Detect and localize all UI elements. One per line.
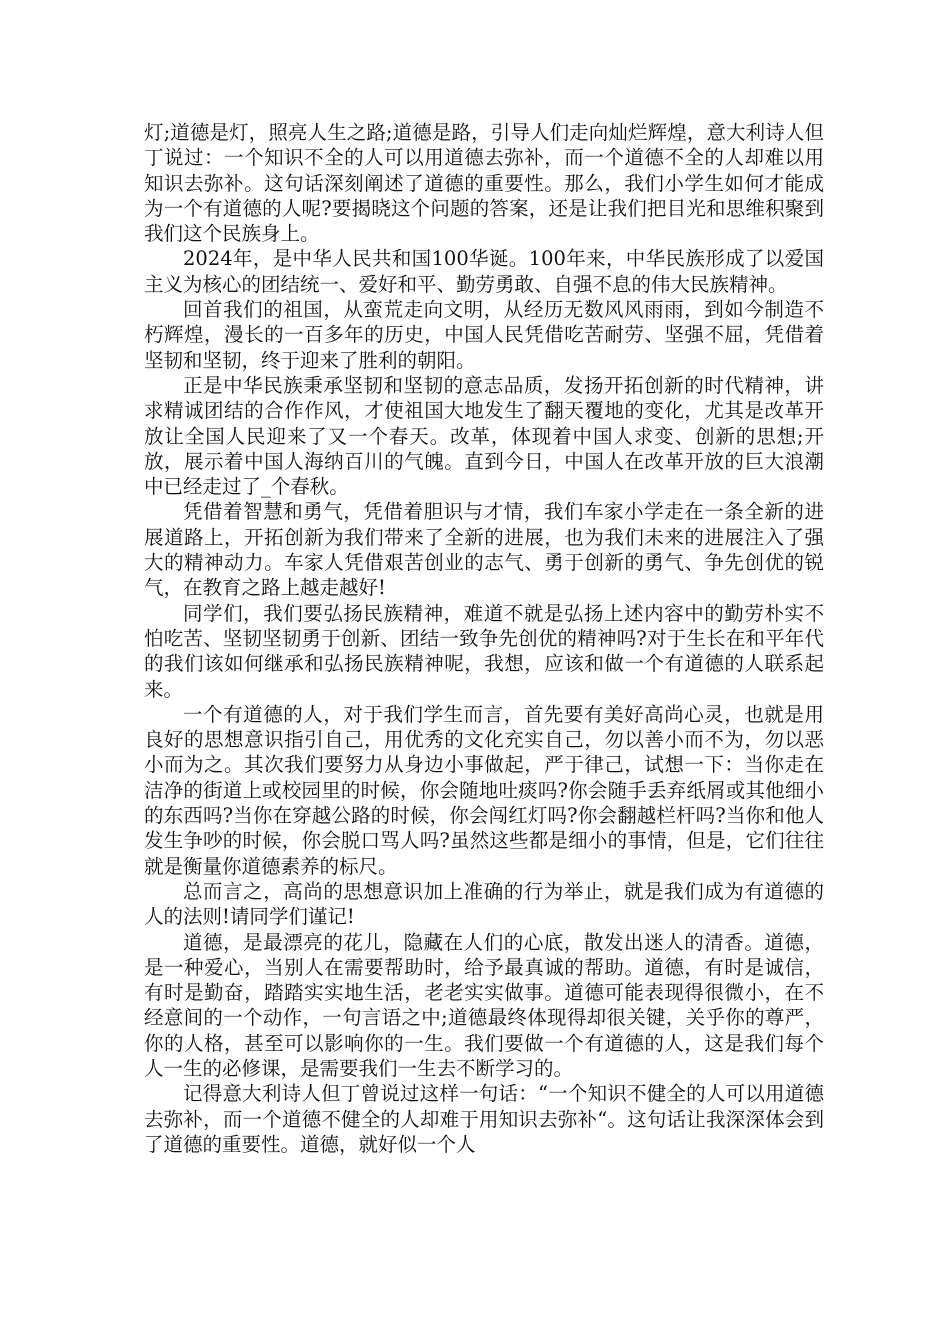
- paragraph-5: 凭借着智慧和勇气，凭借着胆识与才情，我们车家小学走在一条全新的进展道路上，开拓创新为我们带来了全新的进展，也为我们未来的进展注入了强大的精神动力。车家人凭借艰苦创业的志气、勇于创新的勇气、争先创优的锐气，在教育之路上越走越好!: [144, 500, 824, 600]
- paragraph-6: 同学们，我们要弘扬民族精神，难道不就是弘扬上述内容中的勤劳朴实不怕吃苦、坚韧坚韧勇于创新、团结一致争先创优的精神吗?对于生长在和平年代的我们该如何继承和弘扬民族精神呢，我想，应该和做一个有道德的人联系起来。: [144, 601, 824, 701]
- paragraph-7: 一个有道德的人，对于我们学生而言，首先要有美好高尚心灵，也就是用良好的思想意识指引自己，用优秀的文化充实自己，勿以善小而不为，勿以恶小而为之。其次我们要努力从身边小事做起，严于律己，试想一下：当你走在洁净的街道上或校园里的时候，你会随地吐痰吗?你会随手丢弃纸屑或其他细小的东西吗?当你在穿越公路的时候，你会闯红灯吗?你会翻越栏杆吗?当你和他人发生争吵的时候，你会脱口骂人吗?虽然这些都是细小的事情，但是，它们往往就是衡量你道德素养的标尺。: [144, 702, 824, 878]
- paragraph-10: 记得意大利诗人但丁曾说过这样一句话：“一个知识不健全的人可以用道德去弥补，而一个道德不健全的人却难于用知识去弥补“。这句话让我深深体会到了道德的重要性。道德，就好似一个人: [144, 1082, 824, 1156]
- paragraph-2: 2024年，是中华人民共和国100华诞。100年来，中华民族形成了以爱国主义为核心的团结统一、爱好和平、勤劳勇敢、自强不息的伟大民族精神。: [144, 247, 824, 296]
- paragraph-3: 回首我们的祖国，从蛮荒走向文明，从经历无数风风雨雨，到如今制造不朽辉煌，漫长的一百多年的历史，中国人民凭借吃苦耐劳、坚强不屈，凭借着坚韧和坚韧，终于迎来了胜利的朝阳。: [144, 298, 824, 372]
- paragraph-9: 道德，是最漂亮的花儿，隐藏在人们的心底，散发出迷人的清香。道德，是一种爱心，当别人在需要帮助时，给予最真诚的帮助。道德，有时是诚信，有时是勤奋，踏踏实实地生活，老老实实做事。道德可能表现得很微小，在不经意间的一个动作，一句言语之中;道德最终体现得却很关键，关乎你的尊严，你的人格，甚至可以影响你的一生。我们要做一个有道德的人，这是我们每个人一生的必修课，是需要我们一生去不断学习的。: [144, 930, 824, 1080]
- document-body: [144, 120, 824, 1157]
- paragraph-8: 总而言之，高尚的思想意识加上准确的行为举止，就是我们成为有道德的人的法则!请同学们谨记!: [144, 879, 824, 929]
- paragraph-4: 正是中华民族秉承坚韧和坚韧的意志品质，发扬开拓创新的时代精神，讲求精诚团结的合作作风，才使祖国大地发生了翻天覆地的变化，尤其是改革开放让全国人民迎来了又一个春天。改革，体现着中国人求变、创新的思想;开放，展示着中国人海纳百川的气魄。直到今日，中国人在改革开放的巨大浪潮中已经走过了_个春秋。: [144, 373, 824, 499]
- paragraph-1: 灯;道德是灯，照亮人生之路;道德是路，引导人们走向灿烂辉煌，意大利诗人但丁说过：一个知识不全的人可以用道德去弥补，而一个道德不全的人却难以用知识去弥补。这句话深刻阐述了道德的重要性。那么，我们小学生如何才能成为一个有道德的人呢?要揭晓这个问题的答案，还是让我们把目光和思维积聚到我们这个民族身上。: [144, 121, 824, 246]
